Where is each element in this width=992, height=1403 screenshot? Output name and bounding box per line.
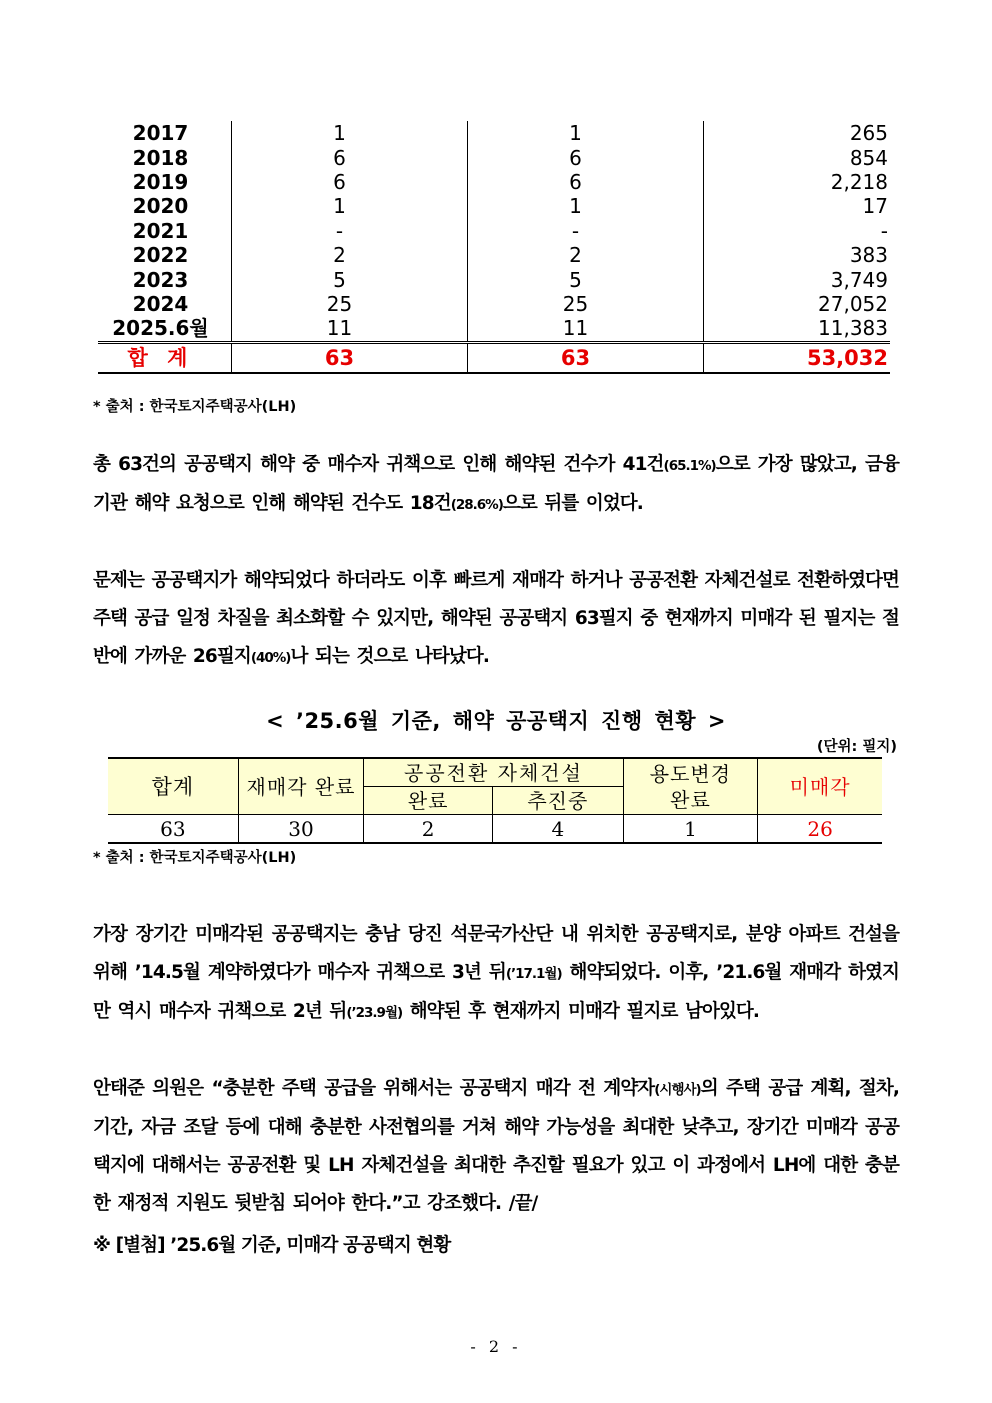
cell-a: -: [232, 219, 468, 243]
cell-year: 2017: [132, 121, 189, 146]
value-done: 2: [364, 815, 493, 844]
paragraph-cancellation-causes: 총 63건의 공공택지 해약 중 매수자 귀책으로 인해 해약된 건수가 41건(65.1%)으로 가장 많았고, 금융기관 해약 요청으로 인해 해약된 건수도 18건(28.6%)으로 뒤를 이었다.: [93, 454, 900, 514]
value-usage: 1: [623, 815, 758, 844]
page-number: - 2 -: [470, 1337, 522, 1356]
table-row: [98, 219, 890, 243]
paragraph-longest-unsold: 가장 장기간 미매각된 공공택지는 충남 당진 석문국가산단 내 위치한 공공택지로, 분양 아파트 건설을 위해 ’14.5월 계약하였다가 매수자 귀책으로 3년 뒤(’17.1월) 해약되었다. 이후, ’21.6월 재매각 하였지만 역시 매수자 귀책으로 2년 뒤(’23.9월) 해약된 후 현재까지 미매각 필지로 남아있다.: [93, 924, 899, 1022]
paragraph-unsold-problem: 문제는 공공택지가 해약되었다 하더라도 이후 빠르게 재매각 하거나 공공전환 자체건설로 전환하였다면 주택 공급 일정 차질을 최소화할 수 있지만, 해약된 공공택지 63필지 중 현재까지 미매각 된 필지는 절반에 가까운 26필지(40%)나 되는 것으로 나타났다.: [93, 570, 899, 667]
cell-b: 25: [468, 292, 704, 316]
cell-a: 1: [232, 121, 468, 145]
table-row: [98, 267, 890, 291]
attachment-note: ※ [별첨] ’25.6월 기준, 미매각 공공택지 현황: [93, 1235, 451, 1256]
cell-c: -: [704, 219, 891, 243]
total-c: 53,032: [704, 342, 891, 373]
cell-b: 6: [468, 170, 704, 194]
total-b: 63: [468, 342, 704, 373]
table2-unit: (단위: 필지): [816, 739, 897, 755]
header-usage-line2: 완료: [670, 787, 711, 812]
cell-c: 265: [704, 121, 891, 145]
cell-year: 2025.6월: [98, 316, 232, 342]
cell-year: 2018: [132, 145, 189, 170]
cell-c: 2,218: [704, 170, 891, 194]
value-unsold: 26: [758, 815, 882, 844]
cell-year: 2020: [132, 194, 189, 219]
cell-b: 1: [468, 121, 704, 145]
yearly-cancellation-table: [98, 121, 890, 374]
table-row: [98, 194, 890, 218]
header-ongoing: 추진중: [492, 787, 623, 815]
cell-year: 2023: [132, 267, 189, 292]
table-row: [98, 316, 890, 342]
cell-a: 11: [232, 316, 468, 342]
cell-b: -: [468, 219, 704, 243]
cell-b: 1: [468, 194, 704, 218]
cell-b: 6: [468, 145, 704, 169]
header-resale: 재매각 완료: [238, 758, 364, 815]
value-total: 63: [108, 815, 238, 844]
header-usage-change: [623, 758, 758, 815]
header-public-construction: 공공전환 자체건설: [364, 758, 623, 787]
table-row: [98, 121, 890, 145]
cell-c: 27,052: [704, 292, 891, 316]
cell-c: 854: [704, 145, 891, 169]
header-done: 완료: [364, 787, 493, 815]
table-row: [98, 292, 890, 316]
cell-b: 2: [468, 243, 704, 267]
cell-a: 6: [232, 145, 468, 169]
header-unsold: 미매각: [758, 758, 882, 815]
cell-a: 25: [232, 292, 468, 316]
cell-year: 2021: [132, 218, 189, 243]
value-ongoing: 4: [492, 815, 623, 844]
paragraph-quote: 안태준 의원은 “충분한 주택 공급을 위해서는 공공택지 매각 전 계약자(시행사)의 주택 공급 계획, 절차, 기간, 자금 조달 등에 대해 충분한 사전협의를 거쳐 해약 가능성을 최대한 낮추고, 장기간 미매각 공공택지에 대해서는 공공전환 및 LH 자체건설을 최대한 추진할 필요가 있고 이 과정에서 LH에 대한 충분한 재정적 지원도 뒷받침 되어야 한다.”고 강조했다. /끝/: [93, 1078, 899, 1214]
cell-a: 1: [232, 194, 468, 218]
table-row: [98, 243, 890, 267]
cell-b: 11: [468, 316, 704, 342]
table-row: [98, 145, 890, 169]
value-resale: 30: [238, 815, 364, 844]
cell-year: 2022: [132, 243, 189, 268]
cell-c: 3,749: [704, 267, 891, 291]
table-row: [98, 170, 890, 194]
table2-source: * 출처 : 한국토지주택공사(LH): [93, 850, 297, 866]
total-label: 합 계: [98, 342, 232, 373]
table1-source: * 출처 : 한국토지주택공사(LH): [93, 399, 297, 415]
progress-status-table: [108, 757, 882, 844]
cell-a: 5: [232, 267, 468, 291]
header-usage-line1: 용도변경: [649, 761, 732, 786]
cell-year: 2019: [132, 169, 189, 194]
cell-year: 2024: [132, 291, 189, 316]
cell-a: 6: [232, 170, 468, 194]
cell-c: 383: [704, 243, 891, 267]
total-a: 63: [232, 342, 468, 373]
total-row: [98, 342, 890, 373]
cell-c: 17: [704, 194, 891, 218]
table2-caption: < ’25.6월 기준, 해약 공공택지 진행 현황 >: [266, 709, 726, 733]
cell-a: 2: [232, 243, 468, 267]
cell-c: 11,383: [704, 316, 891, 342]
cell-b: 5: [468, 267, 704, 291]
header-total: 합계: [108, 758, 238, 815]
